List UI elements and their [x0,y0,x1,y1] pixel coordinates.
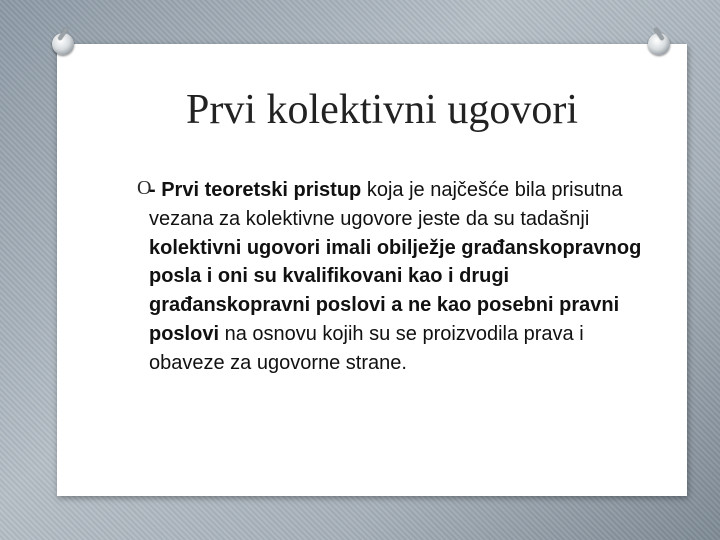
pin-icon [648,33,670,55]
pin-icon [52,33,74,55]
text-segment: koja je najčešće bila prisutna vezana za kolektivne ugovore jeste da su tadašnji [149,179,623,230]
text-segment: Prvi teoretski pristup [161,179,362,201]
bullet-text [149,176,654,378]
slide-body [137,176,677,378]
text-segment: na osnovu kojih su se proizvodila prava i obaveze za ugovorne strane. [149,322,584,374]
bullet-marker: O [137,177,152,199]
slide-card [57,44,687,496]
text-segment: - [149,179,162,201]
text-segment: kolektivni ugovori imali obilježje građanskopravnog posla i oni su kvalifikovani kao i drugi građanskopravni poslovi a ne kao posebni pravni poslovi [149,236,642,345]
slide-title: Prvi kolektivni ugovori [186,87,578,133]
